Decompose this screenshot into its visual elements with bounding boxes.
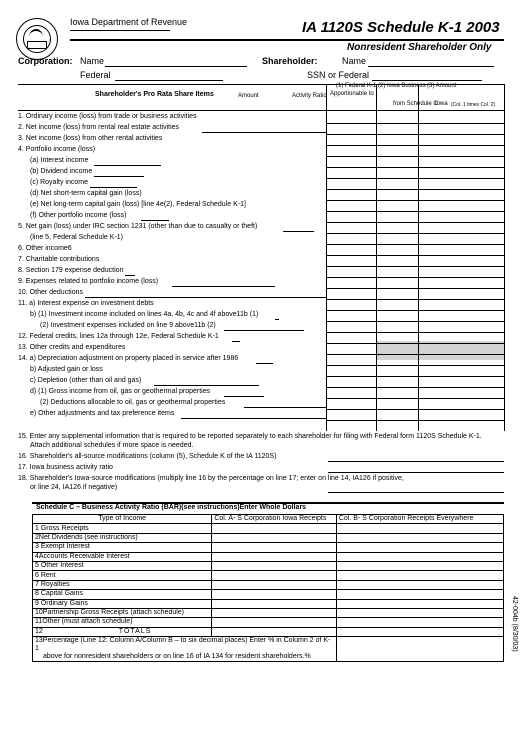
right-border-line (504, 84, 505, 431)
schedule-c-table (32, 514, 504, 662)
line-item-label: (2) Investment expenses included on line 9 above11b (2) (40, 322, 216, 329)
line-item-label: 4. Portfolio income (loss) (18, 146, 96, 153)
col3b-header: from Schedule C (393, 101, 438, 107)
line-item-label: b) Adjusted gain or loss (30, 366, 103, 373)
income-type-label: 11Other (must attach schedule) (33, 618, 212, 627)
amount-input-cell[interactable] (327, 168, 503, 178)
form-title: IA 1120S Schedule K-1 2003 (302, 19, 500, 36)
col2b-header: Apportionable to (330, 91, 374, 97)
schedule-c-row (33, 590, 504, 599)
form-subtitle: Nonresident Shareholder Only (347, 42, 492, 53)
state-seal-logo (16, 18, 58, 60)
income-type-label: 5 Other Interest (33, 561, 212, 570)
leader-line (283, 231, 314, 232)
amount-input-cell[interactable] (327, 124, 503, 134)
col-b-input[interactable] (336, 543, 503, 552)
col-a-input[interactable] (212, 608, 337, 617)
agency-underline (70, 30, 170, 31)
line-item-label: 14. a) Depreciation adjustment on property placed in service after 1986 (18, 355, 239, 362)
amount-input-cell[interactable] (327, 223, 503, 233)
col-b-input[interactable] (336, 571, 503, 580)
line12-num: 12 (35, 627, 43, 635)
col-b-input[interactable] (336, 618, 503, 627)
corporation-label: Corporation: (18, 56, 73, 66)
leader-line (224, 330, 304, 331)
amount-input-cell[interactable] (327, 333, 503, 343)
income-type-label: 10Partnership Gross Receipts (attach schedule) (33, 608, 212, 617)
income-type-label: 4Accounts Receivable Interest (33, 552, 212, 561)
amount-input-cell[interactable] (327, 311, 503, 321)
percent-sign: % (304, 653, 311, 661)
form-number: 42-004b (8/30/03) (511, 596, 518, 652)
ssn-field[interactable] (372, 80, 482, 81)
note-15b: Attach additional schedules if more space is needed. (30, 442, 194, 449)
col3c-header: Iowa (435, 101, 448, 107)
col-a-header: Col. A- S Corporation Iowa Receipts (212, 515, 337, 524)
note-16: 16. Shareholder's all-source modifications (column (5), Schedule K of the IA 1120S) (18, 453, 277, 460)
line-18-field[interactable] (328, 492, 504, 493)
amount-input-cell[interactable] (327, 212, 503, 222)
totals-col-a[interactable] (212, 627, 337, 636)
col-a-input[interactable] (212, 552, 337, 561)
col-b-input[interactable] (336, 524, 503, 533)
note-18a: 18. Shareholder's Iowa-source modifications (multiply line 16 by the percentage on line 17; enter on line 14, IA126 if positive, (18, 475, 404, 482)
leader-line (125, 275, 135, 276)
amount-input-cell[interactable] (327, 388, 503, 398)
col2-header: (2) Iowa Business (378, 83, 426, 89)
col-b-input[interactable] (336, 590, 503, 599)
line-item-label: (d) Net short-term capital gain (loss) (30, 190, 142, 197)
line-item-label: (line 5, Federal Schedule K-1) (30, 234, 123, 241)
row-separator (326, 420, 504, 421)
amount-input-cell[interactable] (327, 300, 503, 310)
leader-line (202, 132, 326, 133)
amount-input-cell[interactable] (327, 201, 503, 211)
income-type-label: 1 Gross Receipts (33, 524, 212, 533)
amount-input-cell[interactable] (327, 157, 503, 167)
col-b-header: Col. B- S Corporation Receipts Everywhere (336, 515, 503, 524)
line-item-label: 2. Net income (loss) from rental real estate activities (18, 124, 180, 131)
amount-input-cell[interactable] (327, 245, 503, 255)
note-18b: or line 24, IA126 if negative) (30, 484, 118, 491)
schedule-c-percentage-row (33, 637, 504, 662)
note-17: 17. Iowa business activity ratio (18, 464, 113, 471)
ssn-label: SSN or Federal (307, 70, 370, 80)
amount-input-cell[interactable] (327, 135, 503, 145)
schedule-c-row (33, 599, 504, 608)
line-item-label: 13. Other credits and expenditures (18, 344, 126, 351)
col1-header: (1) Federal K-1 (336, 83, 377, 89)
leader-line (141, 220, 169, 221)
amount-input-cell[interactable] (327, 190, 503, 200)
agency-name: Iowa Department of Revenue (70, 17, 188, 27)
schedule-c-row (33, 580, 504, 589)
leader-line (181, 418, 326, 419)
percentage-field[interactable] (336, 637, 503, 662)
col-b-input[interactable] (336, 608, 503, 617)
amount-input-cell[interactable] (327, 234, 503, 244)
shareholder-name-field[interactable] (368, 66, 494, 67)
col-b-input[interactable] (336, 552, 503, 561)
amount-input-cell[interactable] (327, 256, 503, 266)
line-item-label: 9. Expenses related to portfolio income (loss) (18, 278, 159, 285)
line-item-label: d) (1) Gross income from oil, gas or geothermal properties (30, 388, 211, 395)
line-16-field[interactable] (328, 461, 504, 462)
shareholder-label: Shareholder: (262, 56, 318, 66)
col-b-input[interactable] (336, 533, 503, 542)
col-a-input[interactable] (212, 590, 337, 599)
col-a-input[interactable] (212, 561, 337, 570)
schedule-c-row (33, 608, 504, 617)
leader-line (172, 286, 275, 287)
amount-input-cell[interactable] (327, 179, 503, 189)
line-item-label: 3. Net income (loss) from other rental activities (18, 135, 163, 142)
col-a-input[interactable] (212, 533, 337, 542)
header-bottom-rule (18, 110, 504, 111)
amount-input-cell[interactable] (327, 377, 503, 387)
header-rule (70, 39, 504, 41)
items-header: Shareholder's Pro Rata Share Items (95, 91, 214, 98)
line-item-label: b) (1) Investment income included on lines 4a, 4b, 4c and 4f above11b (1) (30, 311, 259, 318)
schedule-c-row (33, 543, 504, 552)
col-b-input[interactable] (336, 561, 503, 570)
line-item-label: 7. Charitable contributions (18, 256, 100, 263)
col-a-input[interactable] (212, 543, 337, 552)
corp-name-field[interactable] (105, 66, 247, 67)
line-17-field[interactable] (328, 472, 504, 473)
schedule-c-row (33, 561, 504, 570)
income-type-label: 3 Exempt Interest (33, 543, 212, 552)
schedule-c-totals-row (33, 627, 504, 636)
line-item-label: 10. Other deductions (18, 289, 83, 296)
line-item-label: c) Depletion (other than oil and gas) (30, 377, 142, 384)
col-type-header: Type of Income (33, 515, 212, 524)
schedule-c-row (33, 618, 504, 627)
amount-input-cell[interactable] (327, 146, 503, 156)
line-item-label: e) Other adjustments and tax preference items (30, 410, 175, 417)
col3d-header: (Col. 1 times Col. 2) (451, 102, 496, 108)
income-type-label: 2Net Dividends (see instructions) (33, 533, 212, 542)
amount-input-cell[interactable] (327, 113, 503, 123)
leader-line (256, 363, 273, 364)
col-a-input[interactable] (212, 524, 337, 533)
line-item-label: 11. a) Interest expense on investment debts (18, 300, 154, 307)
amount-input-cell[interactable] (327, 267, 503, 277)
col3-header: (3) Amount (427, 83, 457, 89)
shareholder-name-label: Name (342, 56, 367, 66)
amount-input-cell[interactable] (327, 278, 503, 288)
col-a-input[interactable] (212, 571, 337, 580)
schedule-c-header-row (33, 515, 504, 524)
corp-federal-field[interactable] (115, 80, 223, 81)
schedule-c-row (33, 552, 504, 561)
corp-name-label: Name (80, 56, 105, 66)
leader-line (90, 187, 137, 188)
amount-input-cell[interactable] (327, 366, 503, 376)
leader-line (94, 176, 144, 177)
col-b-input[interactable] (336, 580, 503, 589)
line13-text-a: 13Percentage (Line 12: Column A/Column B – to six decimal places) Enter % in Column 2 of K-1 (35, 637, 331, 653)
line-item-label: 12. Federal credits, lines 12a through 12e, Federal Schedule K-1 (18, 333, 219, 340)
amount-input-cell[interactable] (327, 355, 503, 365)
line-item-label: (f) Other portfolio income (loss) (30, 212, 127, 219)
col-a-input[interactable] (212, 599, 337, 608)
amount-input-cell[interactable] (327, 410, 503, 420)
amount-input-cell[interactable] (327, 344, 503, 354)
line-item-label: 8. Section 179 expense deduction (18, 267, 124, 274)
schedule-c-title: Schedule C – Business Activity Ratio (BAR)(see instructions)Enter Whole Dollars (36, 504, 307, 511)
income-type-label: 8 Capital Gains (33, 590, 212, 599)
line-item-label: (a) Interest income (30, 157, 89, 164)
line13-text-b: above for nonresident shareholders or on line 16 of IA 134 for resident shareholders. (43, 653, 305, 661)
line-item-label: 1. Ordinary income (loss) from trade or business activities (18, 113, 197, 120)
schedule-c-row (33, 533, 504, 542)
amount-input-cell[interactable] (327, 399, 503, 409)
note-15a: 15. Enter any supplemental information that is required to be reported separately to each shareholder for filing with Federal form 1120S Schedule K-1. (18, 433, 482, 440)
leader-line (154, 385, 259, 386)
line-item-label: (2) Deductions allocable to oil, gas or geothermal properties (40, 399, 226, 406)
leader-line (224, 396, 264, 397)
totals-col-b[interactable] (336, 627, 503, 636)
income-type-label: 9 Ordinary Gains (33, 599, 212, 608)
activity-ratio-header: Activity Ratio (292, 93, 327, 99)
schedule-c-row (33, 571, 504, 580)
amount-input-cell[interactable] (327, 322, 503, 332)
income-type-label: 7 Royalties (33, 580, 212, 589)
schedule-c-row (33, 524, 504, 533)
totals-label: TOTALS (118, 627, 152, 635)
amount-input-cell[interactable] (327, 289, 503, 299)
line-item-label: 5. Net gain (loss) under IRC section 1231 (other than due to casualty or theft) (18, 223, 258, 230)
line-item-label: (e) Net long-term capital gain (loss) [line 4e(2), Federal Schedule K-1] (30, 201, 246, 208)
leader-line (275, 319, 279, 320)
leader-line (85, 297, 326, 298)
line-item-label: (b) Dividend income (30, 168, 93, 175)
line-item-label: (c) Royalty income (30, 179, 88, 186)
leader-line (244, 407, 326, 408)
corp-federal-label: Federal (80, 70, 111, 80)
col-a-input[interactable] (212, 618, 337, 627)
line-item-label: 6. Other income6 (18, 245, 72, 252)
col-a-input[interactable] (212, 580, 337, 589)
amount-header: Amount (238, 93, 259, 99)
col-b-input[interactable] (336, 599, 503, 608)
income-type-label: 6 Rent (33, 571, 212, 580)
leader-line (232, 341, 240, 342)
leader-line (94, 165, 161, 166)
